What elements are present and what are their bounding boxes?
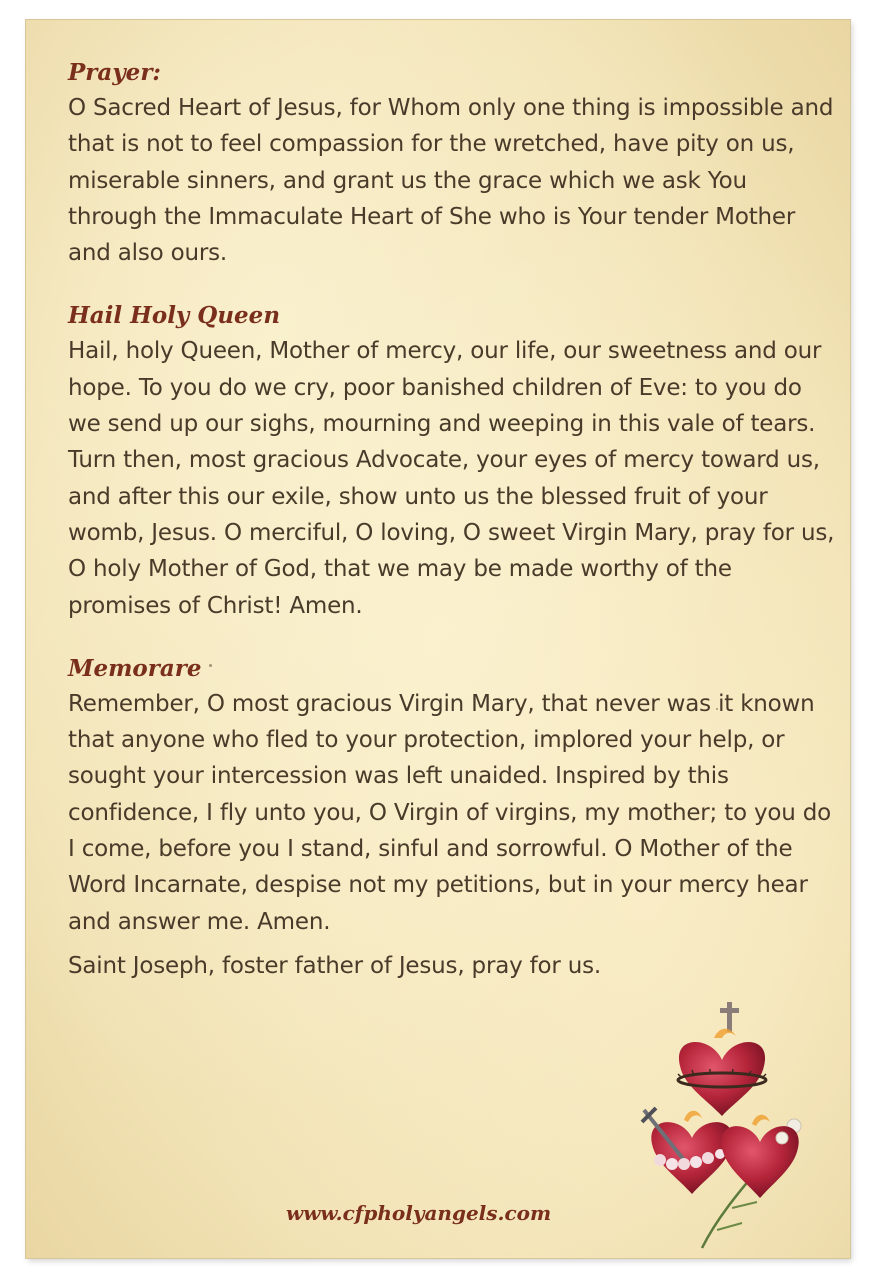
prayer-text: O Sacred Heart of Jesus, for Whom only one thing is impossible and that is not to feel compassion for the wretched, have pity on us, miserable sinners, and grant us the grace which we ask You through the Immaculate Heart of She who is Your tender Mother and also ours. xyxy=(68,95,834,267)
sacred-hearts-illustration xyxy=(622,998,822,1254)
cross-icon xyxy=(720,1002,739,1032)
prayer-card xyxy=(26,20,850,1258)
memorare-section xyxy=(68,654,838,940)
immaculate-heart-icon xyxy=(642,1108,733,1194)
hail-holy-queen-text: Hail, holy Queen, Mother of mercy, our life, our sweetness and our hope. To you do we cry, poor banished children of Eve: to you do we send up our sighs, mourning and weeping in this vale of tears. Turn then, most gracious Advocate, your eyes of mercy toward us, and after this our exile, show unto us the blessed fruit of your womb, Jesus. O merciful, O loving, O sweet Virgin Mary, pray for us, O holy Mother of God, that we may be made worthy of the promises of Christ! Amen. xyxy=(68,338,835,619)
prayer-section xyxy=(68,58,838,271)
memorare-text: Remember, O most gracious Virgin Mary, that never was it known that anyone who fled to your protection, implored your help, or sought your intercession was left unaided. Inspired by this confidence, I fly unto you, O Virgin of virgins, my mother; to you do I come, before you I stand, sinful and sorrowful. O Mother of the Word Incarnate, despise not my petitions, but in your mercy hear and answer me. Amen. xyxy=(68,690,832,935)
hail-holy-queen-section xyxy=(68,301,838,623)
sacred-heart-icon xyxy=(678,1002,766,1116)
chaste-heart-icon xyxy=(721,1115,798,1198)
hail-holy-queen-heading: Hail Holy Queen xyxy=(68,302,281,330)
card-content xyxy=(68,58,838,984)
website-link[interactable]: www.cfpholyangels.com xyxy=(286,1201,552,1225)
closing-invocation: Saint Joseph, foster father of Jesus, pray for us. xyxy=(68,952,602,979)
memorare-heading: Memorare xyxy=(68,654,202,682)
prayer-heading: Prayer: xyxy=(68,59,161,86)
